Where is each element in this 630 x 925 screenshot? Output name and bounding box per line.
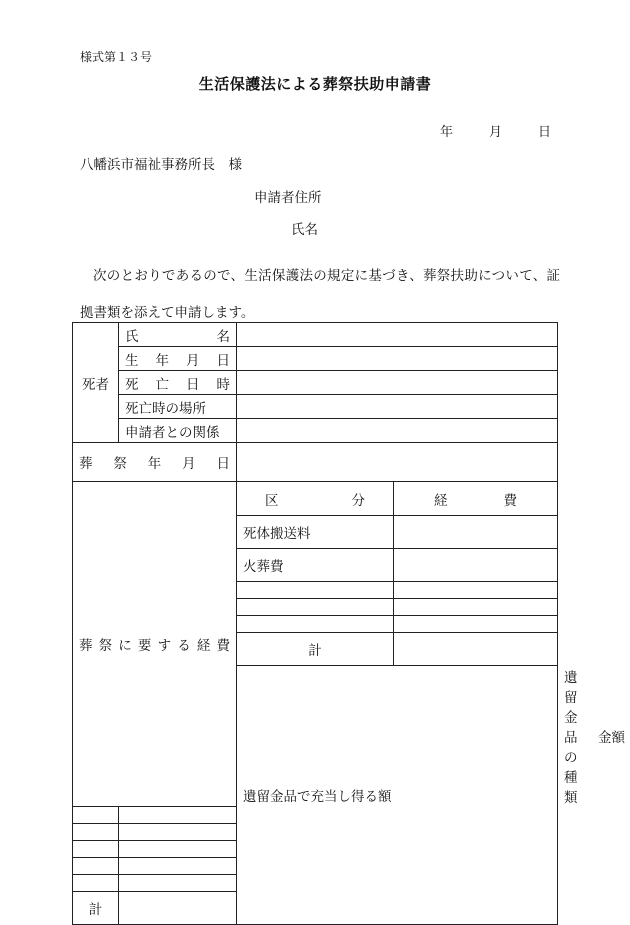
deceased-group-label: 死者 [73, 323, 119, 443]
estate-type-field[interactable] [73, 858, 119, 875]
expense-total-field[interactable] [394, 633, 558, 666]
date-month-label: 月 [489, 125, 503, 140]
estate-amount-field[interactable] [119, 858, 237, 875]
estate-amount-field[interactable] [119, 807, 237, 824]
expense-amount-field[interactable] [394, 516, 558, 549]
expense-item-field[interactable] [237, 582, 394, 599]
date-line [440, 121, 551, 140]
death-place-label: 死亡時の場所 [119, 395, 237, 419]
estate-total-field[interactable] [119, 892, 237, 925]
cost-column-header: 経 費 [394, 482, 558, 516]
application-form-table [72, 322, 625, 925]
date-year-label: 年 [440, 125, 454, 140]
funeral-expenses-label: 葬 祭 に 要 す る 経 費 [73, 482, 237, 807]
expense-amount-field[interactable] [394, 549, 558, 582]
estate-header-row: 遺留金品で充当し得る額 遺留金品の種類 金 額 [73, 666, 558, 807]
deceased-birthdate-row [73, 347, 558, 371]
deceased-name-row [73, 323, 558, 347]
expense-item-field[interactable] [237, 616, 394, 633]
estate-amount-field[interactable] [119, 875, 237, 892]
applicant-name-label: 氏名 [291, 222, 318, 238]
estate-label: 遺留金品で充当し得る額 [237, 666, 558, 925]
date-day-label: 日 [538, 125, 552, 140]
expense-total-label: 計 [237, 633, 394, 666]
expense-amount-field[interactable] [394, 582, 558, 599]
funeral-date-field[interactable] [237, 443, 558, 482]
applicant-address-label: 申請者住所 [254, 190, 322, 206]
expense-amount-field[interactable] [394, 616, 558, 633]
expense-item-field[interactable] [237, 599, 394, 616]
request-statement: 次のとおりであるので、生活保護法の規定に基づき、葬祭扶助について、証拠書類を添えて申請します。 [80, 268, 560, 321]
form-number: 様式第１３号 [80, 50, 153, 64]
expense-item-transport: 死体搬送料 [237, 516, 394, 549]
estate-amount-field[interactable] [119, 824, 237, 841]
estate-amount-field[interactable] [119, 841, 237, 858]
funeral-date-label: 葬 祭 年 月 日 [73, 443, 237, 482]
estate-type-field[interactable] [73, 824, 119, 841]
death-datetime-label: 死 亡 日 時 [119, 371, 237, 395]
expenses-header-row [73, 482, 558, 516]
death-place-field[interactable] [237, 395, 558, 419]
expense-item-cremation: 火葬費 [237, 549, 394, 582]
estate-type-field[interactable] [73, 875, 119, 892]
birthdate-label: 生 年 月 日 [119, 347, 237, 371]
estate-type-field[interactable] [73, 841, 119, 858]
expense-amount-field[interactable] [394, 599, 558, 616]
relationship-field[interactable] [237, 419, 558, 443]
death-datetime-row [73, 371, 558, 395]
funeral-date-row [73, 443, 558, 482]
birthdate-field[interactable] [237, 347, 558, 371]
deceased-name-label: 氏 名 [119, 323, 237, 347]
addressee: 八幡浜市福祉事務所長 様 [80, 157, 242, 173]
relationship-row [73, 419, 558, 443]
page-title: 生活保護法による葬祭扶助申請書 [198, 75, 432, 93]
category-column-header: 区 分 [237, 482, 394, 516]
death-place-row [73, 395, 558, 419]
death-datetime-field[interactable] [237, 371, 558, 395]
estate-total-label: 計 [73, 892, 119, 925]
deceased-name-field[interactable] [237, 323, 558, 347]
estate-type-field[interactable] [73, 807, 119, 824]
relationship-label: 申請者との関係 [119, 419, 237, 443]
